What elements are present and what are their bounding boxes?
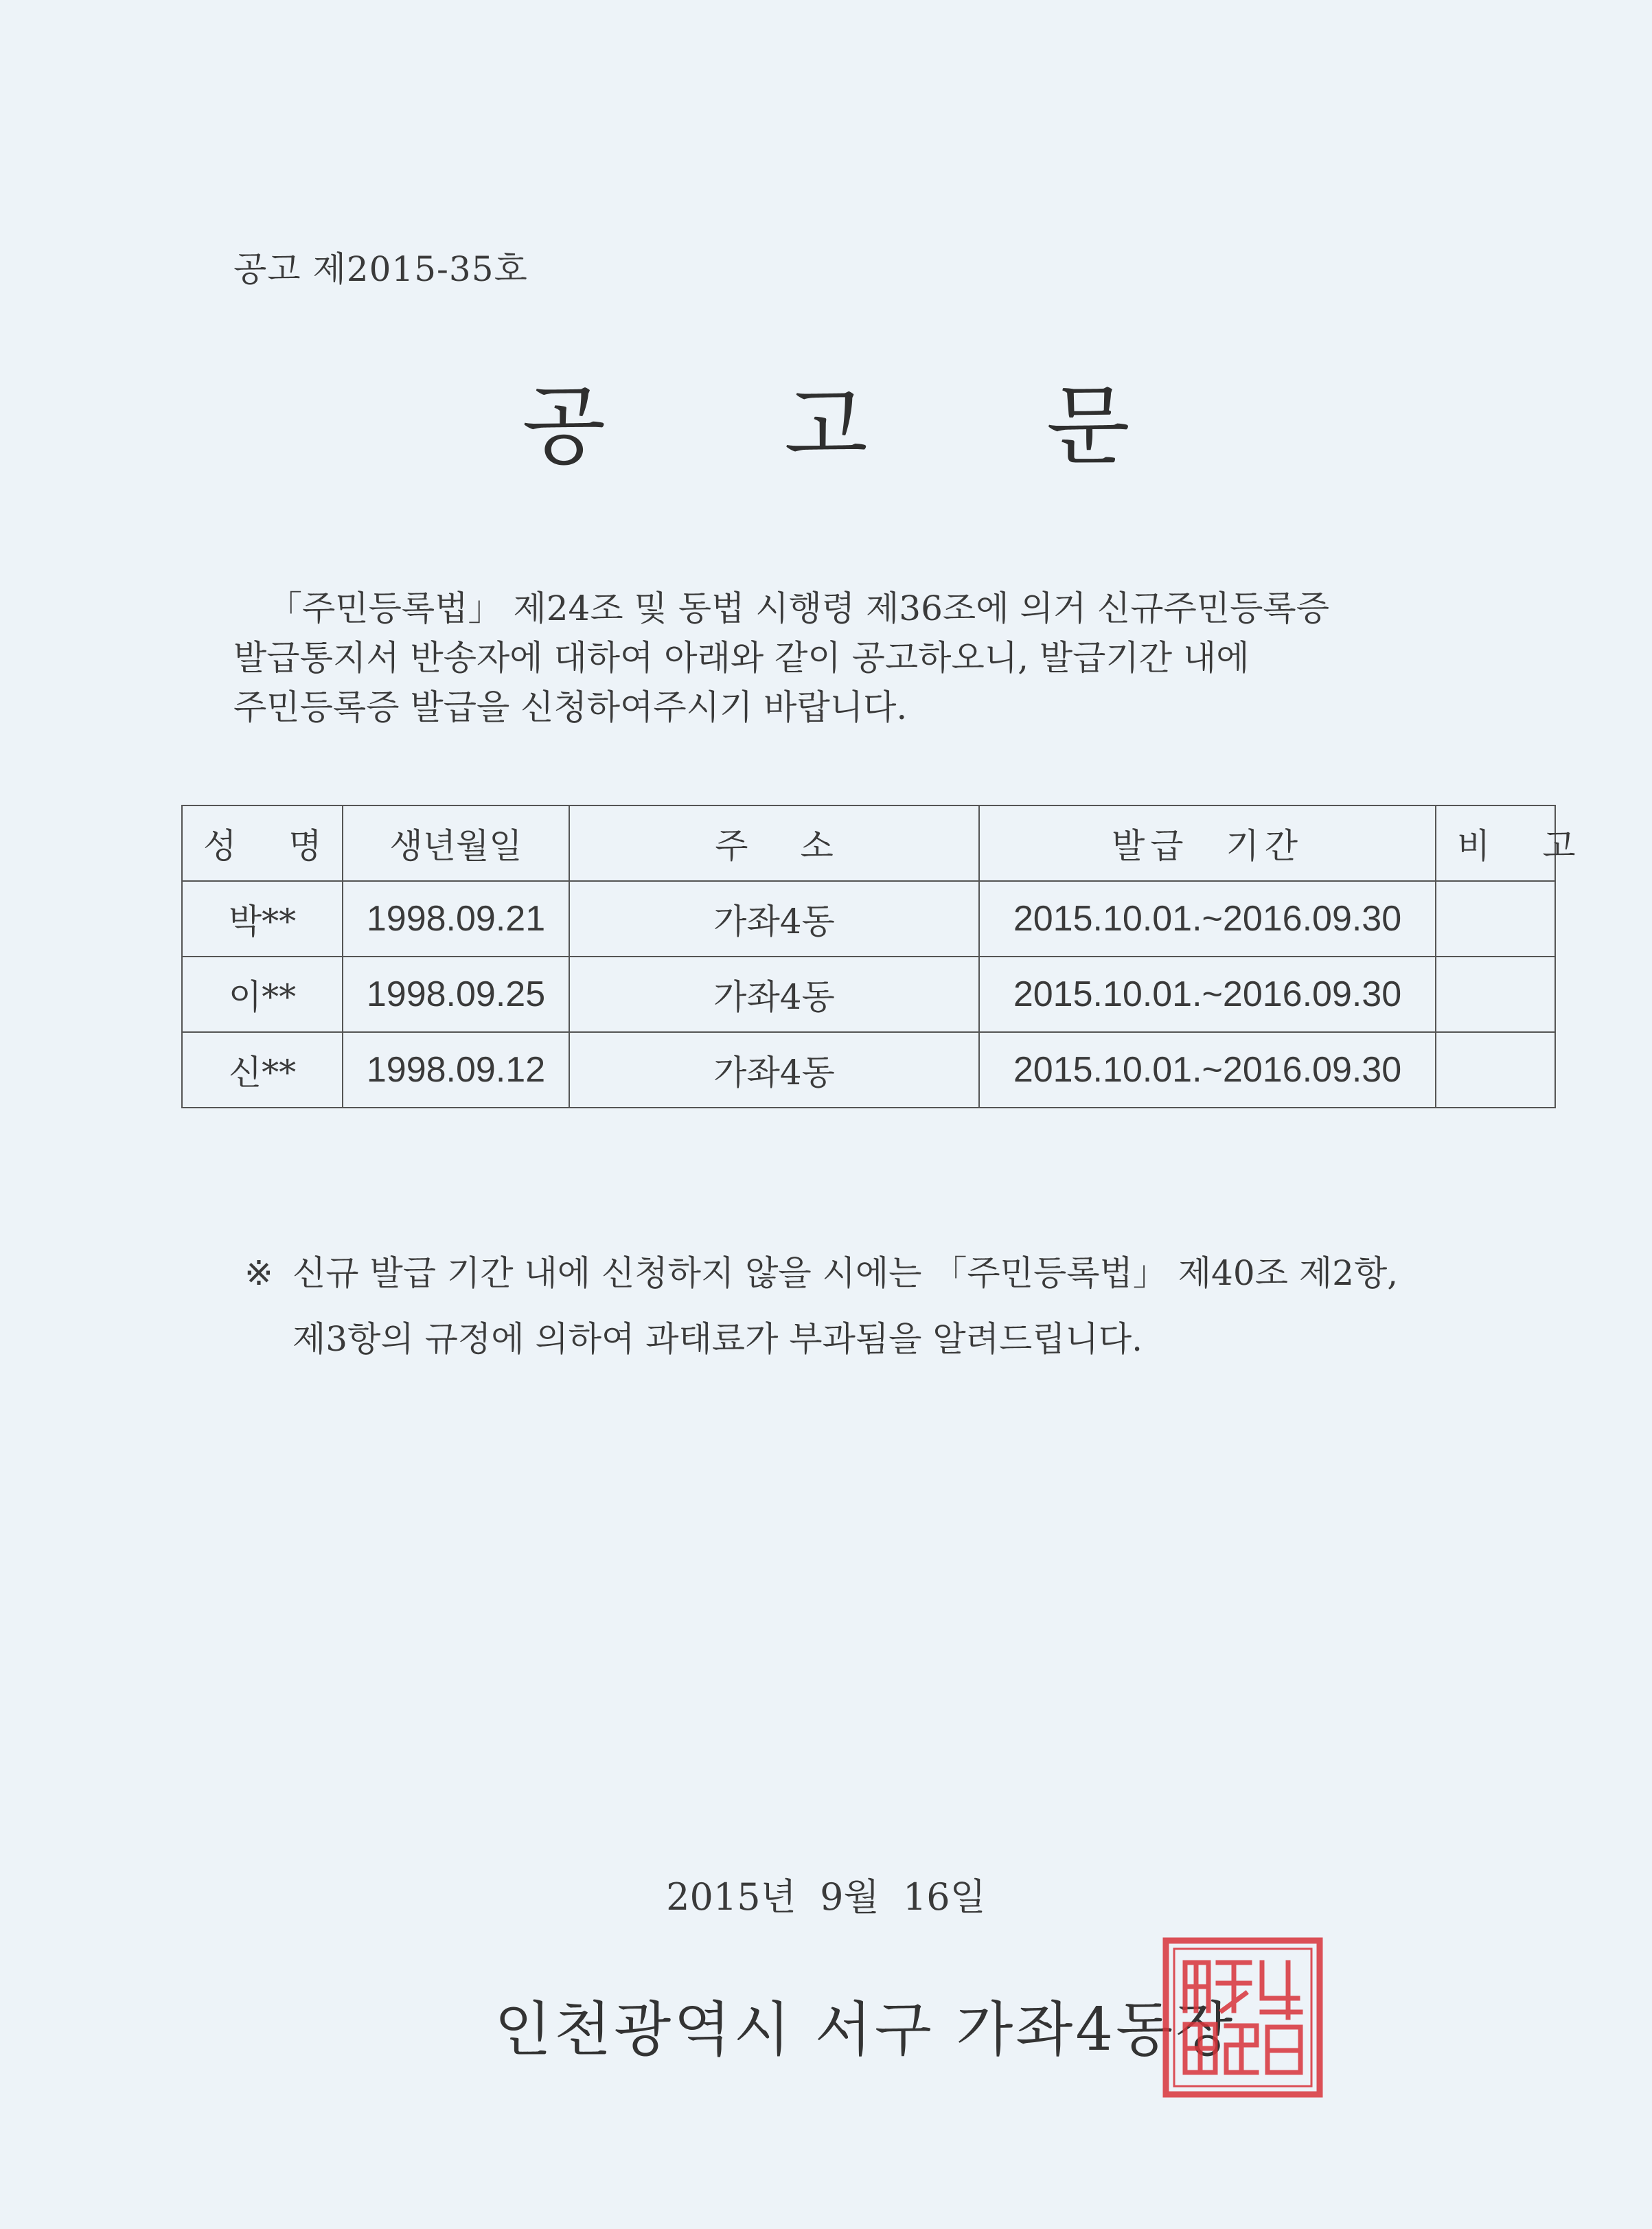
header-address: 주 소 [569, 805, 979, 881]
table-row [182, 957, 1555, 1032]
cell-address: 가좌4동 [569, 881, 979, 957]
intro-line: 주민등록증 발급을 신청하여주시기 바랍니다. [233, 687, 908, 727]
footnote-line: 제3항의 규정에 의하여 과태료가 부과됨을 알려드립니다. [292, 1319, 1143, 1359]
table-row [182, 881, 1555, 957]
table-header-row [182, 805, 1555, 881]
cell-name: 박** [182, 881, 343, 957]
issuer-name: 인천광역시 서구 가좌4동장 [494, 1996, 1236, 2064]
intro-line: 발급통지서 반송자에 대하여 아래와 같이 공고하오니, 발급기간 내에 [233, 638, 1250, 678]
recipients-table [181, 805, 1596, 1108]
cell-name: 이** [182, 957, 343, 1032]
cell-birthdate: 1998.09.21 [343, 881, 569, 957]
intro-line: 「주민등록법」 제24조 및 동법 시행령 제36조에 의거 신규주민등록증 [268, 588, 1329, 628]
header-issue-period: 발급 기간 [979, 805, 1436, 881]
document-title: 공 고 문 [522, 376, 1206, 477]
cell-birthdate: 1998.09.25 [343, 957, 569, 1032]
header-remarks: 비 고 [1436, 805, 1555, 881]
header-name: 성 명 [182, 805, 343, 881]
official-seal-icon [1160, 1935, 1325, 2100]
cell-issue-period: 2015.10.01.~2016.09.30 [979, 1032, 1436, 1108]
issue-date: 2015년 9월 16일 [666, 1875, 986, 1919]
cell-birthdate: 1998.09.12 [343, 1032, 569, 1108]
footnote-line [244, 1240, 1549, 1306]
cell-address: 가좌4동 [569, 957, 979, 1032]
cell-remarks [1436, 1032, 1555, 1108]
footnote-text: 신규 발급 기간 내에 신청하지 않을 시에는 「주민등록법」 제40조 제2항, [292, 1253, 1399, 1293]
cell-address: 가좌4동 [569, 1032, 979, 1108]
cell-name: 신** [182, 1032, 343, 1108]
cell-remarks [1436, 957, 1555, 1032]
penalty-footnote [244, 1240, 1549, 1372]
cell-issue-period: 2015.10.01.~2016.09.30 [979, 957, 1436, 1032]
header-birthdate: 생년월일 [343, 805, 569, 881]
cell-remarks [1436, 881, 1555, 957]
reference-mark-icon: ※ [244, 1253, 273, 1293]
intro-paragraph [233, 584, 1469, 732]
notice-number: 공고 제2015-35호 [233, 249, 528, 289]
cell-issue-period: 2015.10.01.~2016.09.30 [979, 881, 1436, 957]
table-row [182, 1032, 1555, 1108]
